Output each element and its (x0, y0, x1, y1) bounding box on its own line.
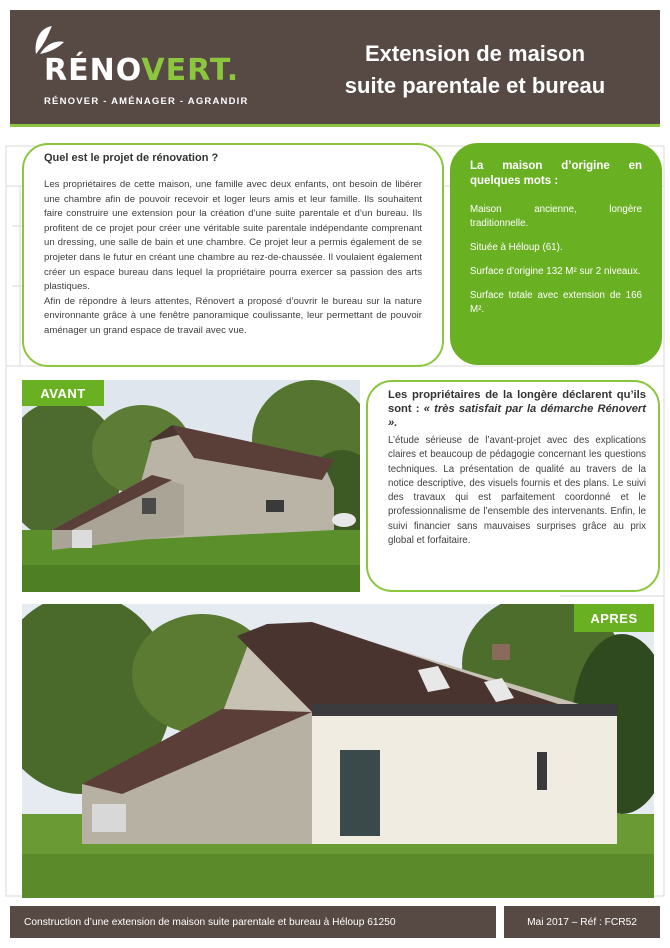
facts-title: La maison d’origine en quelques mots : (470, 160, 642, 187)
facts-item: Surface d’origine 132 M² sur 2 niveaux. (470, 266, 641, 277)
after-photo (22, 604, 654, 898)
header-divider (10, 124, 660, 127)
footer-reference: Mai 2017 – Réf : FCR52 (504, 906, 660, 938)
facts-item: Située à Héloup (61). (470, 242, 563, 253)
page-header (10, 10, 660, 124)
project-heading: Quel est le projet de rénovation ? (44, 152, 219, 164)
footer-caption: Construction d’une extension de maison suite parentale et bureau à Héloup 61250 (10, 906, 496, 938)
testimonial-body: L’étude sérieuse de l’avant-projet avec des explications claires et beaucoup de pédagogie concernant les questions techniques. La présentation de qualité au travers de la notice descriptive, des visuels fournis et des plans. Le suivi des travaux qui est parfaitement coordonné et le professionnalisme de l’ensemble des intervenants. Enfin, le suivi financier sans mauvaises surprises grâce au prix global et forfaitaire. (388, 435, 646, 547)
original-house-facts-box (450, 143, 662, 365)
after-label: APRES (574, 604, 654, 632)
page-title: Extension de maison suite parentale et bureau (344, 41, 606, 98)
facts-item: Surface totale avec extension de 166 M². (470, 290, 642, 315)
testimonial-heading: Les propriétaires de la longère déclarent qu’ils sont : « très satisfait par la démarche Rénovert ». (388, 389, 647, 429)
before-label: AVANT (22, 380, 104, 406)
renovert-logo (30, 22, 270, 112)
facts-item: Maison ancienne, longère traditionnelle. (470, 204, 642, 229)
project-paragraph: Les propriétaires de cette maison, une famille avec deux enfants, ont besoin de libérer une chambre afin de pouvoir recevoir et loger leurs amis et leur famille. Ils souhaitent faire construire une extension pour la création d’une suite parentale et d’un bureau. Ils profitent de ce projet pour créer une véritable suite parentale indépendante comprenant un dressing, une salle de bain et une chambre. Ce projet leur a permis également de se projeter dans le futur en créant une chambre au rez-de-chaussée. Il voulaient également créer un espace bureau dans lequel la propriétaire pourra exercer sa passion des arts plastiques. (44, 179, 422, 293)
before-photo (22, 380, 360, 592)
project-description-box (22, 143, 444, 367)
logo-wordmark: RÉNOVERT. (44, 53, 240, 88)
project-paragraph: Afin de répondre à leurs attentes, Rénovert a proposé d’ouvrir le bureau sur la nature environnante grâce à une fenêtre panoramique coulissante, leur permettant de pouvoir aménager un grand espace de travail avec vue. (44, 295, 422, 336)
logo-tagline: RÉNOVER - AMÉNAGER - AGRANDIR (44, 96, 249, 107)
owner-testimonial-box (366, 380, 660, 592)
